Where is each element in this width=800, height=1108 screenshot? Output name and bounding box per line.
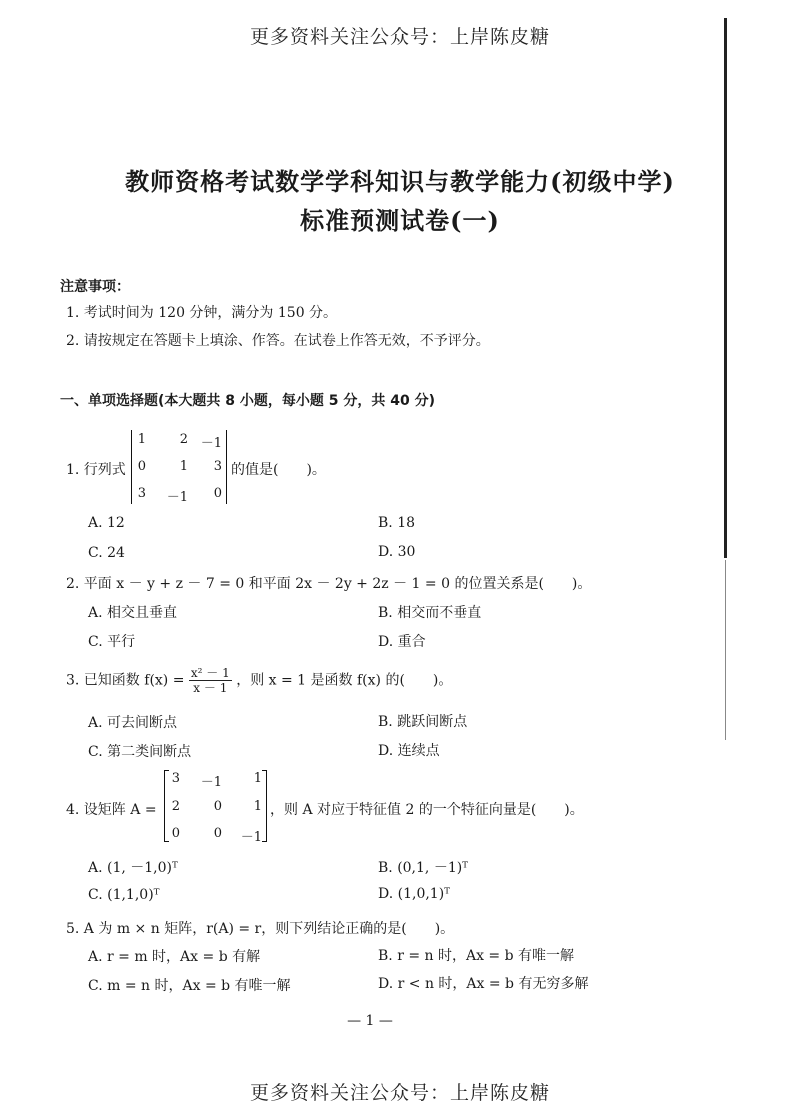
scan-edge-line-lower [725, 560, 726, 740]
matrix-cell: －1 [200, 775, 222, 790]
q4-prefix: 4. 设矩阵 A = [66, 802, 157, 818]
q3-suffix: ，则 x = 1 是函数 f(x) 的( )。 [236, 672, 453, 689]
q5-option-b: B. r = n 时，Ax = b 有唯一解 [378, 948, 575, 964]
section-heading: 一、单项选择题(本大题共 8 小题，每小题 5 分，共 40 分) [60, 393, 436, 409]
q4-suffix: ，则 A 对应于特征值 2 的一个特征向量是( )。 [270, 802, 584, 818]
det-cell: －1 [166, 490, 188, 505]
q1-option-a: A. 12 [88, 515, 125, 531]
matrix-cell: 1 [253, 771, 262, 786]
scan-edge-line [724, 18, 727, 558]
q2-option-c: C. 平行 [88, 634, 136, 650]
q3-option-d: D. 连续点 [378, 743, 440, 759]
exam-title: 教师资格考试数学学科知识与教学能力(初级中学) [125, 167, 675, 196]
q4-option-d: D. (1,0,1)ᵀ [378, 886, 451, 902]
q4-option-a: A. (1, －1,0)ᵀ [88, 860, 178, 876]
top-banner: 更多资料关注公众号：上岸陈皮糖 [249, 26, 550, 48]
q3-option-c: C. 第二类间断点 [88, 744, 192, 760]
fraction-denominator: x － 1 [193, 681, 228, 695]
matrix-cell: 1 [253, 799, 262, 814]
fraction-numerator: x² － 1 [190, 666, 230, 680]
matrix-cell: 0 [213, 799, 222, 814]
q1-prefix: 1. 行列式 [66, 462, 126, 478]
det-cell: 3 [213, 459, 222, 474]
q5-option-a: A. r = m 时，Ax = b 有解 [88, 949, 261, 965]
matrix-right-bracket-top [262, 770, 267, 771]
det-cell: 2 [179, 432, 188, 447]
matrix-right-bracket-bottom [262, 841, 267, 842]
q3-fraction [189, 666, 232, 695]
matrix-cell: －1 [240, 830, 262, 845]
q2-option-a: A. 相交且垂直 [88, 605, 178, 621]
notes-heading: 注意事项： [60, 279, 130, 295]
matrix-right-bracket [266, 770, 267, 842]
det-cell: －1 [200, 436, 222, 451]
q5-option-d: D. r < n 时，Ax = b 有无穷多解 [378, 976, 589, 992]
q4-option-b: B. (0,1, －1)ᵀ [378, 860, 469, 876]
matrix-cell: 0 [171, 826, 180, 841]
matrix-left-bracket-bottom [164, 841, 169, 842]
matrix-cell: 2 [171, 799, 180, 814]
q2-stem: 2. 平面 x － y + z － 7 = 0 和平面 2x － 2y + 2z － 1 = 0 的位置关系是( )。 [66, 576, 592, 592]
q3-prefix: 3. 已知函数 f(x) = [66, 672, 185, 689]
det-cell: 1 [137, 432, 146, 447]
q5-option-c: C. m = n 时，Ax = b 有唯一解 [88, 978, 291, 994]
q1-suffix: 的值是( )。 [231, 462, 326, 478]
det-cell: 0 [213, 486, 222, 501]
note-item-2: 2. 请按规定在答题卡上填涂、作答。在试卷上作答无效，不予评分。 [66, 333, 490, 349]
bottom-banner: 更多资料关注公众号：上岸陈皮糖 [249, 1082, 550, 1104]
q5-stem: 5. A 为 m × n 矩阵，r(A) = r，则下列结论正确的是( )。 [66, 921, 455, 937]
q1-option-d: D. 30 [378, 544, 416, 560]
matrix-cell: 0 [213, 826, 222, 841]
det-cell: 1 [179, 459, 188, 474]
q3-stem [66, 666, 452, 695]
note-item-1: 1. 考试时间为 120 分钟，满分为 150 分。 [66, 305, 338, 321]
det-cell: 0 [137, 459, 146, 474]
q3-option-b: B. 跳跃间断点 [378, 714, 468, 730]
q2-option-d: D. 重合 [378, 634, 426, 650]
page-number: — 1 — [347, 1013, 393, 1029]
det-cell: 3 [137, 486, 146, 501]
q1-option-b: B. 18 [378, 515, 416, 531]
q1-option-c: C. 24 [88, 545, 125, 561]
q3-option-a: A. 可去间断点 [88, 715, 178, 731]
matrix-cell: 3 [171, 771, 180, 786]
q2-option-b: B. 相交而不垂直 [378, 605, 482, 621]
q4-option-c: C. (1,1,0)ᵀ [88, 887, 160, 903]
det-right-bar [226, 430, 227, 504]
exam-subtitle: 标准预测试卷(一) [300, 206, 500, 235]
